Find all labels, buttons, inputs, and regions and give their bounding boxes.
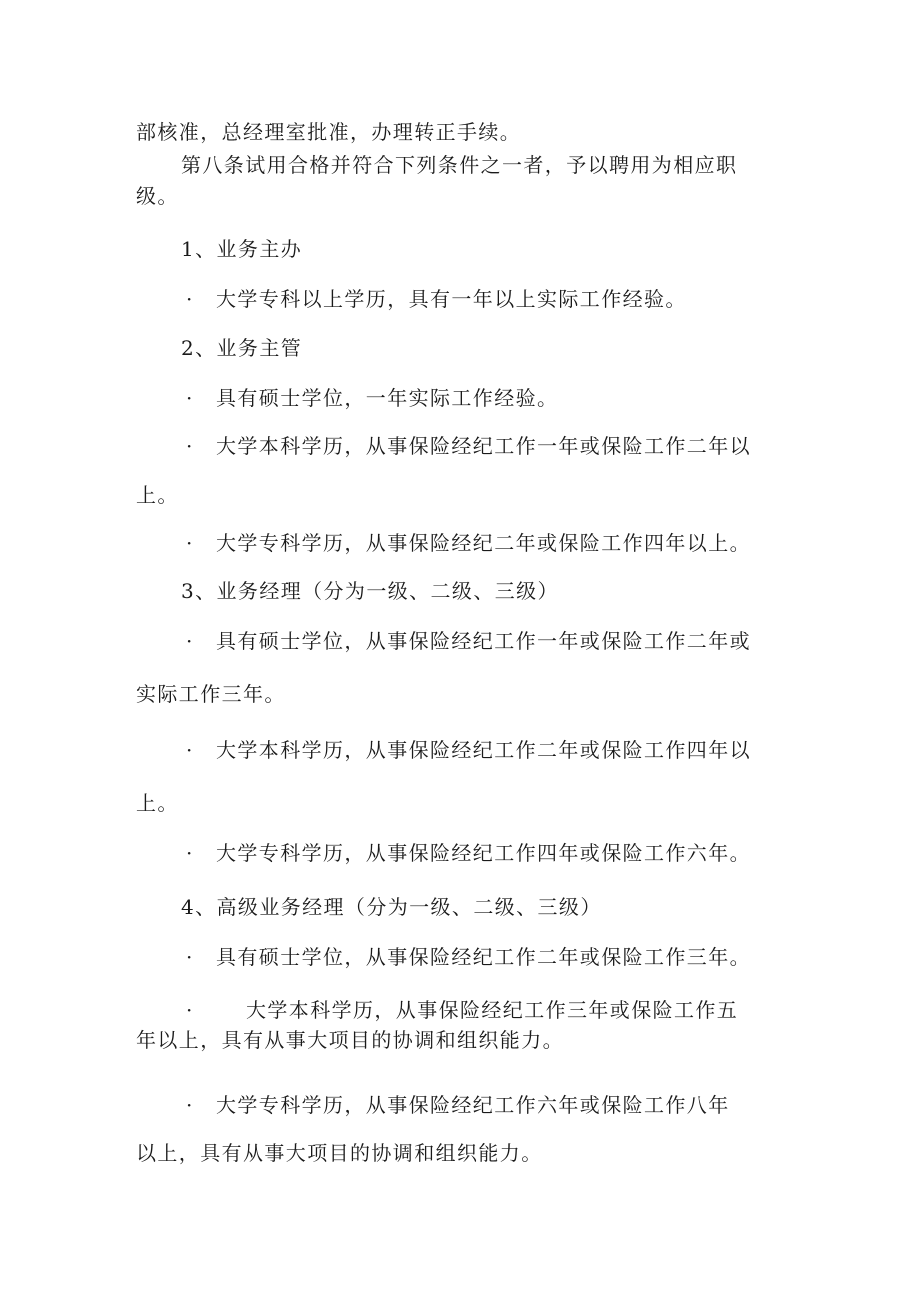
text-line: 上。	[136, 791, 179, 815]
bullet-text: 具有硕士学位，一年实际工作经验。	[216, 386, 559, 410]
level-heading-4: 4、高级业务经理（分为一级、二级、三级）	[181, 895, 602, 919]
bullet-icon: ·	[186, 998, 194, 1022]
bullet-icon: ·	[186, 629, 194, 653]
text-line: 上。	[136, 483, 179, 507]
bullet-item	[186, 626, 751, 656]
bullet-item	[186, 838, 751, 868]
bullet-text: 具有硕士学位，从事保险经纪工作一年或保险工作二年或	[216, 629, 751, 653]
bullet-icon: ·	[186, 386, 194, 410]
bullet-item	[186, 995, 738, 1025]
bullet-item	[186, 383, 558, 413]
bullet-icon: ·	[186, 841, 194, 865]
bullet-item	[186, 528, 751, 558]
bullet-icon: ·	[186, 434, 194, 458]
text-line: 级。	[136, 184, 179, 208]
text-line: 部核准，总经理室批准，办理转正手续。	[136, 120, 522, 144]
level-heading-1: 1、业务主办	[181, 237, 303, 261]
bullet-text: 大学专科学历，从事保险经纪工作四年或保险工作六年。	[216, 841, 751, 865]
text-line: 年以上，具有从事大项目的协调和组织能力。	[136, 1028, 564, 1052]
bullet-text: 大学专科学历，从事保险经纪二年或保险工作四年以上。	[216, 531, 751, 555]
bullet-text: 大学本科学历，从事保险经纪工作三年或保险工作五	[246, 998, 739, 1022]
level-heading-2: 2、业务主管	[181, 336, 303, 360]
bullet-icon: ·	[186, 1093, 194, 1117]
bullet-icon: ·	[186, 287, 194, 311]
bullet-icon: ·	[186, 945, 194, 969]
bullet-item	[186, 942, 751, 972]
text-line: 实际工作三年。	[136, 682, 286, 706]
bullet-icon: ·	[186, 531, 194, 555]
text-line: 以上，具有从事大项目的协调和组织能力。	[136, 1141, 543, 1165]
bullet-text: 大学专科以上学历，具有一年以上实际工作经验。	[216, 287, 687, 311]
bullet-item	[186, 284, 687, 314]
bullet-item	[186, 431, 751, 461]
bullet-text: 大学本科学历，从事保险经纪工作一年或保险工作二年以	[216, 434, 751, 458]
bullet-item	[186, 735, 751, 765]
bullet-item	[186, 1090, 730, 1120]
bullet-text: 具有硕士学位，从事保险经纪工作二年或保险工作三年。	[216, 945, 751, 969]
article-heading: 第八条试用合格并符合下列条件之一者，予以聘用为相应职	[181, 153, 738, 177]
bullet-text: 大学专科学历，从事保险经纪工作六年或保险工作八年	[216, 1093, 730, 1117]
level-heading-3: 3、业务经理（分为一级、二级、三级）	[181, 579, 559, 603]
bullet-icon: ·	[186, 738, 194, 762]
bullet-text: 大学本科学历，从事保险经纪工作二年或保险工作四年以	[216, 738, 751, 762]
